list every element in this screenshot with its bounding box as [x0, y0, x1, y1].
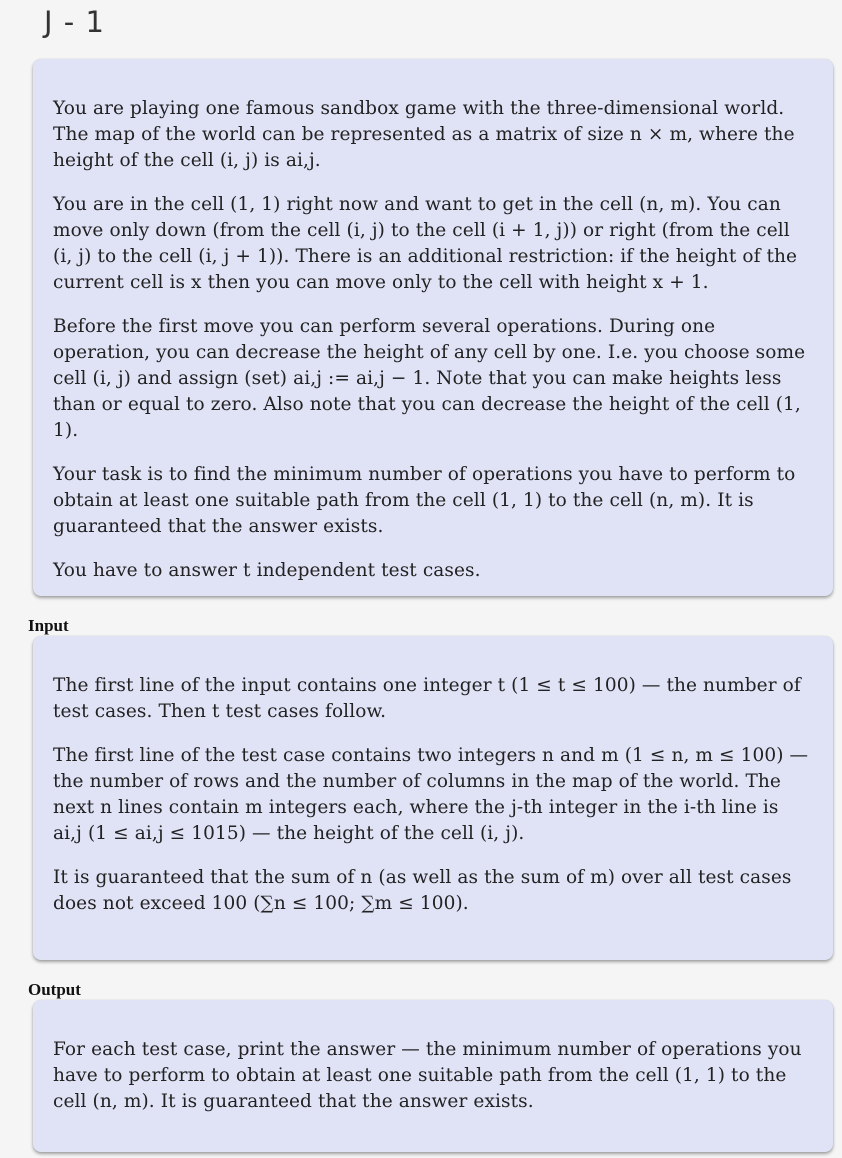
statement-paragraph: You are playing one famous sandbox game with the three-dimensional world. The map of the world can be represented as a matrix of size n × m, where the height of the cell (i, j) is ai,j. — [53, 98, 795, 171]
input-paragraph: The first line of the test case contains two integers n and m (1 ≤ n, m ≤ 100) — the number of rows and the number of columns in the map of the world. The next n lines contain m integers each, where the j-th integer in the i-th line is ai,j (1 ≤ ai,j ≤ 1015) — the height of the cell (i, j). — [53, 745, 809, 844]
input-paragraph: The first line of the input contains one integer t (1 ≤ t ≤ 100) — the number of test cases. Then t test cases follow. — [53, 675, 801, 722]
input-section-label: Input — [28, 616, 69, 635]
input-paragraph: It is guaranteed that the sum of n (as well as the sum of m) over all test cases does not exceed 100 (∑n ≤ 100; ∑m ≤ 100). — [53, 867, 792, 914]
problem-title: J - 1 — [44, 5, 105, 39]
output-card — [33, 1000, 833, 1152]
input-card — [33, 636, 833, 960]
statement-paragraph: Your task is to find the minimum number of operations you have to perform to obtain at least one suitable path from the cell (1, 1) to the cell (n, m). It is guaranteed that the answer exists. — [53, 464, 796, 537]
statement-paragraph: You have to answer t independent test cases. — [53, 560, 481, 581]
output-paragraph: For each test case, print the answer — the minimum number of operations you have to perform to obtain at least one suitable path from the cell (1, 1) to the cell (n, m). It is guaranteed that the answer exists. — [53, 1039, 802, 1112]
statement-paragraph: You are in the cell (1, 1) right now and want to get in the cell (n, m). You can move only down (from the cell (i, j) to the cell (i + 1, j)) or right (from the cell (i, j) to the cell (i, j + 1)). There is an additional restriction: if the height of the current cell is x then you can move only to the cell with height x + 1. — [53, 194, 798, 293]
output-section-label: Output — [28, 980, 81, 999]
statement-paragraph: Before the first move you can perform several operations. During one operation, you can decrease the height of any cell by one. I.e. you choose some cell (i, j) and assign (set) ai,j := ai,j − 1. Note that you can make heights less than or equal to zero. Also note that you can decrease the height of the cell (1, 1). — [53, 316, 806, 441]
statement-card — [33, 59, 833, 596]
